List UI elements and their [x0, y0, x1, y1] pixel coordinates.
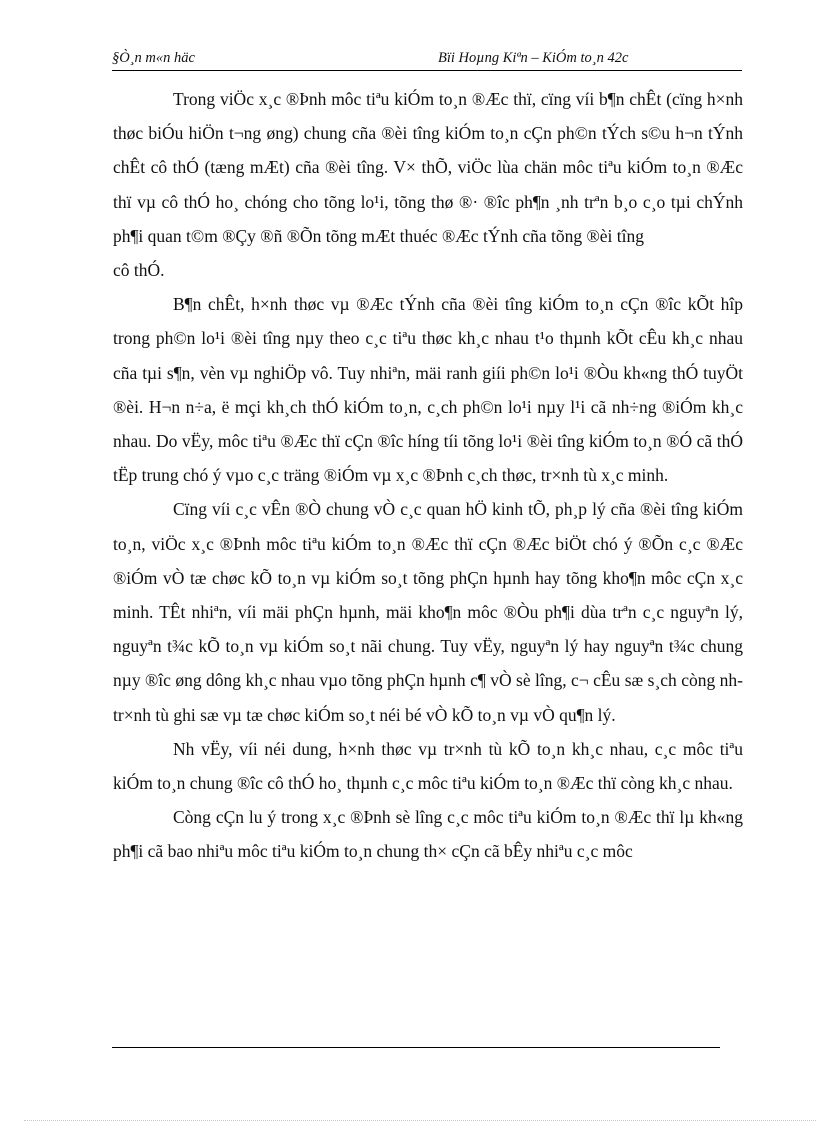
paragraph: Trong viÖc x¸c ®Þnh môc tiªu kiÓm to¸n ®Æc thï, cïng víi b¶n chÊt (cïng h×nh thøc biÓu hiÖn t¬ng øng) chung cña ®èi tîng kiÓm to¸n cÇn ph©n tÝch s©u h¬n tÝnh chÊt cô thÓ (tæng mÆt) cña ®èi tîng. V× thÕ, viÖc lùa chän môc tiªu kiÓm to¸n ®Æc thï vµ cô thÓ ho¸ chóng cho tõng lo¹i, tõng thø ®· ®îc ph¶n ¸nh trªn b¸o c¸o tµi chÝnh ph¶i quan t©m ®Çy ®ñ ®Õn tõng mÆt thuéc ®Æc tÝnh cña tõng ®èi tîng [113, 89, 743, 246]
paragraph: Còng cÇn lu ý trong x¸c ®Þnh sè lîng c¸c môc tiªu kiÓm to¸n ®Æc thï lµ kh«ng ph¶i cã bao nhiªu môc tiªu kiÓm to¸n chung th× cÇn cã bÊy nhiªu c¸c môc [113, 807, 743, 862]
page-bottom-edge [24, 1120, 816, 1121]
paragraph: B¶n chÊt, h×nh thøc vµ ®Æc tÝnh cña ®èi tîng kiÓm to¸n cÇn ®îc kÕt hîp trong ph©n lo¹i ®èi tîng nµy theo c¸c tiªu thøc kh¸c nhau t¹o thµnh kÕt cÊu kh¸c nhau cña tµi s¶n, vèn vµ nghiÖp vô. Tuy nhiªn, mäi ranh giíi ph©n lo¹i ®Òu kh«ng thÓ tuyÖt ®èi. H¬n n÷a, ë mçi kh¸ch thÓ kiÓm to¸n, c¸ch ph©n lo¹i nµy l¹i cã nh÷ng ®iÓm kh¸c nhau. Do vËy, môc tiªu ®Æc thï cÇn ®îc híng tíi tõng lo¹i ®èi tîng kiÓm to¸n ®Ó cã thÓ tËp trung chó ý vµo c¸c träng ®iÓm vµ x¸c ®Þnh c¸ch thøc, tr×nh tù x¸c minh. [113, 294, 743, 486]
paragraph: Cïng víi c¸c vÊn ®Ò chung vÒ c¸c quan hÖ kinh tÕ, ph¸p lý cña ®èi tîng kiÓm to¸n, viÖc x¸c ®Þnh môc tiªu kiÓm to¸n ®Æc thï cÇn ®Æc biÖt chó ý ®Õn c¸c ®Æc ®iÓm vÒ tæ chøc kÕ to¸n vµ kiÓm so¸t tõng phÇn hµnh hay tõng kho¶n môc cÇn x¸c minh. TÊt nhiªn, víi mäi phÇn hµnh, mäi kho¶n môc ®Òu ph¶i dùa trªn c¸c nguyªn lý, nguyªn t¾c kÕ to¸n vµ kiÓm so¸t nãi chung. Tuy vËy, nguyªn lý hay nguyªn t¾c chung nµy ®îc øng dông kh¸c nhau vµo tõng phÇn hµnh c¶ vÒ sè lîng, c¬ cÊu sæ s¸ch còng nh tr×nh tù ghi sæ vµ tæ chøc kiÓm so¸t néi bé vÒ kÕ to¸n vµ vÒ qu¶n lý. [113, 499, 743, 725]
header-author: Bïi Hoµng Kiªn – KiÓm to¸n 42c [438, 50, 629, 66]
footer-divider [112, 1047, 720, 1048]
header-course-title: §Ò¸n m«n häc [112, 50, 195, 66]
paragraph: Nh vËy, víi néi dung, h×nh thøc vµ tr×nh tù kÕ to¸n kh¸c nhau, c¸c môc tiªu kiÓm to¸n chung ®îc cô thÓ ho¸ thµnh c¸c môc tiªu kiÓm to¸n ®Æc thï còng kh¸c nhau. [113, 738, 743, 794]
document-body [113, 82, 743, 869]
page-header [112, 48, 742, 71]
paragraph: cô thÓ. [113, 260, 165, 281]
